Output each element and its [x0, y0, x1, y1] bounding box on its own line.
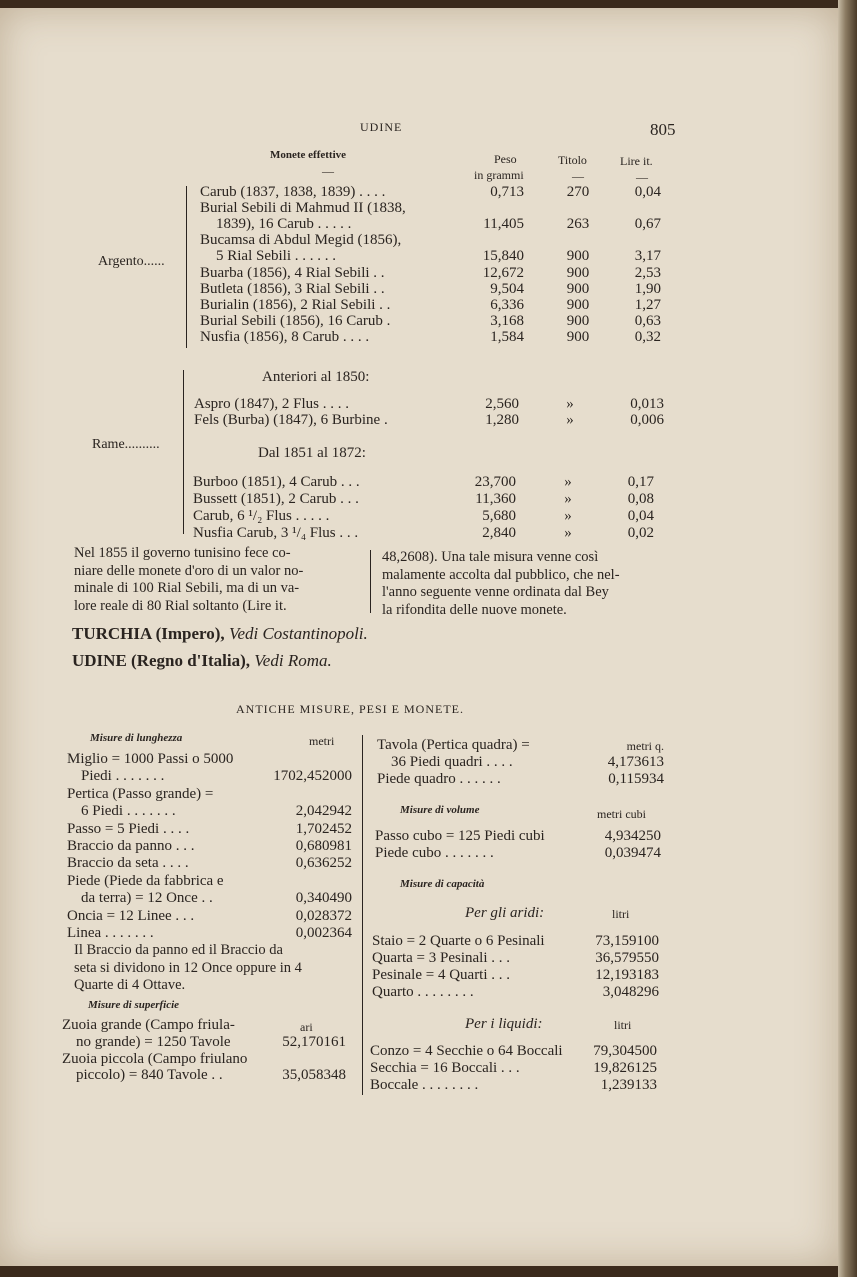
measure-value: 0,028372: [295, 907, 352, 924]
coin-lire: 0,67: [634, 216, 661, 233]
coin-name: Burial Sebili (1856), 16 Carub .: [200, 312, 391, 329]
liquid-unit: litri: [614, 1018, 632, 1032]
coin-weight: 6,336: [490, 296, 524, 313]
coin-title: »: [564, 491, 572, 507]
measure-value: 0,002364: [295, 925, 352, 941]
measure-label: Piedi . . . . . . .: [81, 768, 165, 785]
coin-weight: 23,700: [474, 474, 516, 490]
coin-lire: 0,17: [627, 474, 654, 490]
note-line: Il Braccio da panno ed il Braccio da: [74, 942, 283, 958]
measure-label: Quarto . . . . . . . .: [372, 984, 474, 1000]
measure-value: 1,239133: [600, 1077, 657, 1093]
coin-lire: 0,08: [627, 491, 654, 507]
note-line: malamente accolta dal pubblico, che nel-: [382, 566, 620, 583]
measure-label: Linea . . . . . . .: [67, 925, 154, 941]
coin-name: Carub, 6 ¹/₂ Flus . . . . .: [193, 508, 330, 524]
coin-weight: 2,840: [482, 525, 516, 541]
coin-name: Buarba (1856), 4 Rial Sebili . .: [200, 264, 385, 281]
measure-label: Piede (Piede da fabbrica e: [67, 872, 224, 889]
coin-weight: 15,840: [482, 248, 524, 265]
page-edge: [838, 0, 857, 1277]
measure-label: Braccio da seta . . . .: [67, 855, 189, 872]
dry-title: Per gli aridi:: [465, 905, 545, 921]
coin-title: 900: [566, 248, 590, 265]
measure-label: Piede cubo . . . . . . .: [375, 845, 494, 861]
coin-title: 900: [566, 312, 590, 329]
copper-label: Rame..........: [92, 437, 160, 452]
entry-head: UDINE (Regno d'Italia),: [72, 651, 251, 670]
col-weight-header: Peso: [494, 152, 517, 166]
measure-value: 0,115934: [608, 771, 664, 787]
coin-name: Bucamsa di Abdul Megid (1856),: [200, 232, 402, 249]
coin-lire: 0,02: [627, 525, 654, 541]
measure-value: 19,826125: [593, 1060, 657, 1076]
measure-label: Quarta = 3 Pesinali . . .: [372, 950, 511, 966]
coin-title: »: [564, 508, 572, 524]
coin-lire: 0,63: [634, 312, 661, 329]
entry-ref: Vedi Costantinopoli.: [228, 624, 368, 643]
measure-value: 1702,452000: [273, 768, 352, 785]
coin-title: 263: [566, 216, 590, 233]
note-line: Nel 1855 il governo tunisino fece co-: [74, 545, 291, 561]
measure-label: Oncia = 12 Linee . . .: [67, 907, 195, 924]
length-title: Misure di lunghezza: [90, 732, 183, 744]
measure-value: 0,039474: [604, 845, 661, 861]
col-dash: —: [636, 170, 648, 184]
measure-value: 3,048296: [602, 984, 659, 1000]
copper-brace: [183, 370, 184, 534]
coin-lire: 0,32: [634, 328, 661, 345]
measure-label: Pertica (Passo grande) =: [67, 785, 214, 802]
coin-title: 900: [566, 264, 590, 281]
silver-brace: [186, 186, 187, 348]
running-title: UDINE: [360, 120, 403, 134]
measure-label: Piede quadro . . . . . .: [377, 771, 501, 787]
coin-name: 5 Rial Sebili . . . . . .: [216, 248, 336, 265]
coin-weight: 1,280: [485, 412, 519, 428]
note-line: Quarte di 4 Ottave.: [74, 977, 186, 993]
coin-title: »: [566, 396, 574, 412]
coin-title: 270: [566, 184, 590, 200]
measure-value: 52,170161: [282, 1033, 346, 1050]
coin-title: 900: [566, 296, 590, 313]
measure-label: Conzo = 4 Secchie o 64 Boccali: [370, 1043, 563, 1059]
column-divider: [362, 735, 363, 1095]
coin-weight: 1,584: [490, 328, 524, 345]
measure-label: Passo cubo = 125 Piedi cubi: [375, 828, 545, 844]
coin-name: Nusfia (1856), 8 Carub . . . .: [200, 328, 370, 345]
surface-unit: ari: [300, 1020, 313, 1034]
coin-title: »: [564, 474, 572, 490]
entry-udine: [72, 652, 332, 669]
dry-unit: litri: [612, 907, 630, 921]
coin-lire: 1,90: [634, 280, 661, 297]
coin-lire: 0,006: [630, 412, 664, 428]
measure-value: 73,159100: [595, 933, 659, 949]
measure-label: Zuoia piccola (Campo friulano: [62, 1050, 248, 1067]
measure-label: 6 Piedi . . . . . . .: [81, 803, 176, 820]
measure-label: Secchia = 16 Boccali . . .: [370, 1060, 520, 1076]
col-weight-sub: in grammi: [474, 168, 524, 182]
note-line: la rifondita delle nuove monete.: [382, 601, 567, 618]
coin-name: 1839), 16 Carub . . . . .: [216, 216, 352, 233]
coin-lire: 0,04: [634, 184, 661, 200]
coin-lire: 1,27: [634, 296, 661, 313]
section-title: ANTICHE MISURE, PESI E MONETE.: [236, 702, 464, 716]
coin-title: »: [566, 412, 574, 428]
measure-value: 4,934250: [604, 828, 661, 844]
surface-title: Misure di superficie: [88, 999, 180, 1011]
coin-weight: 9,504: [490, 280, 524, 297]
liquid-title: Per i liquidi:: [465, 1016, 543, 1032]
measure-label: Zuoia grande (Campo friula-: [62, 1017, 235, 1033]
coin-name: Burboo (1851), 4 Carub . . .: [193, 474, 360, 490]
coin-weight: 11,360: [475, 491, 516, 507]
capacity-title: Misure di capacità: [400, 878, 485, 890]
measure-label: Staio = 2 Quarte o 6 Pesinali: [372, 933, 545, 949]
measure-label: Passo = 5 Piedi . . . .: [67, 820, 190, 837]
entry-head: TURCHIA (Impero),: [72, 624, 225, 643]
coin-weight: 3,168: [490, 312, 524, 329]
measure-label: da terra) = 12 Once . .: [81, 890, 213, 907]
measure-value: 0,636252: [295, 855, 352, 872]
coin-weight: 12,672: [482, 264, 524, 281]
measure-label: Boccale . . . . . . . .: [370, 1077, 479, 1093]
measure-label: Braccio da panno . . .: [67, 838, 195, 854]
coin-name: Butleta (1856), 3 Rial Sebili . .: [200, 280, 385, 297]
col-lire-header: Lire it.: [620, 154, 653, 168]
coin-name: Fels (Burba) (1847), 6 Burbine .: [194, 412, 388, 428]
coin-weight: 0,713: [490, 184, 524, 200]
measure-value: 79,304500: [593, 1043, 657, 1059]
measure-value: metri q.: [626, 739, 664, 753]
coin-name: Bussett (1851), 2 Carub . . .: [193, 491, 359, 507]
coin-weight: 11,405: [483, 216, 524, 233]
coin-name: Aspro (1847), 2 Flus . . . .: [194, 396, 350, 412]
copper-subhead-2: Dal 1851 al 1872:: [258, 445, 366, 461]
volume-title: Misure di volume: [400, 804, 480, 816]
measure-label: Miglio = 1000 Passi o 5000: [67, 751, 234, 767]
coin-name: Carub (1837, 1838, 1839) . . . .: [200, 184, 386, 200]
coin-lire: 0,04: [627, 508, 654, 524]
coin-title: 900: [566, 280, 590, 297]
note-line: lore reale di 80 Rial soltanto (Lire it.: [74, 597, 287, 614]
col-dash: —: [322, 164, 334, 178]
measure-value: 0,340490: [295, 890, 352, 907]
copper-subhead-1: Anteriori al 1850:: [262, 369, 370, 385]
note-divider: [370, 550, 371, 613]
coin-title: 900: [566, 328, 590, 345]
measure-value: 4,173613: [607, 754, 664, 770]
note-line: 48,2608). Una tale misura venne così: [382, 549, 599, 565]
coin-weight: 2,560: [485, 396, 519, 412]
note-line: l'anno seguente venne ordinata dal Bey: [382, 584, 609, 600]
entry-ref: Vedi Roma.: [254, 651, 332, 670]
coin-weight: 5,680: [482, 508, 516, 524]
page-number: 805: [650, 120, 676, 139]
coin-title: »: [564, 525, 572, 541]
coin-name: Burial Sebili di Mahmud II (1838,: [200, 200, 406, 217]
measure-label: no grande) = 1250 Tavole: [76, 1033, 231, 1050]
col-name-header: Monete effettive: [270, 149, 347, 161]
measure-value: 2,042942: [295, 803, 352, 820]
note-line: minale di 100 Rial Sebili, ma di un va-: [74, 580, 300, 596]
measure-label: Tavola (Pertica quadra) =: [377, 737, 530, 753]
measure-value: 36,579550: [595, 950, 659, 966]
coin-name: Burialin (1856), 2 Rial Sebili . .: [200, 296, 391, 313]
volume-unit: metri cubi: [597, 807, 646, 821]
coin-lire: 3,17: [634, 248, 661, 265]
coin-lire: 2,53: [634, 264, 661, 281]
note-line: niare delle monete d'oro di un valor no-: [74, 562, 304, 579]
measure-value: 0,680981: [295, 838, 352, 854]
measure-label: Pesinale = 4 Quarti . . .: [372, 967, 511, 983]
silver-label: Argento......: [98, 254, 165, 269]
entry-turchia: [72, 625, 368, 642]
col-dash: —: [572, 169, 584, 183]
note-line: seta si dividono in 12 Once oppure in 4: [74, 959, 302, 976]
measure-label: piccolo) = 840 Tavole . .: [76, 1067, 223, 1084]
coin-name: Nusfia Carub, 3 ¹/₄ Flus . . .: [193, 525, 359, 541]
coin-lire: 0,013: [630, 396, 664, 412]
measure-label: 36 Piedi quadri . . . .: [391, 754, 513, 770]
measure-value: 12,193183: [595, 967, 659, 983]
measure-value: 35,058348: [282, 1067, 346, 1084]
col-title-header: Titolo: [558, 153, 587, 167]
length-unit: metri: [309, 734, 335, 748]
measure-value: 1,702452: [295, 820, 352, 837]
